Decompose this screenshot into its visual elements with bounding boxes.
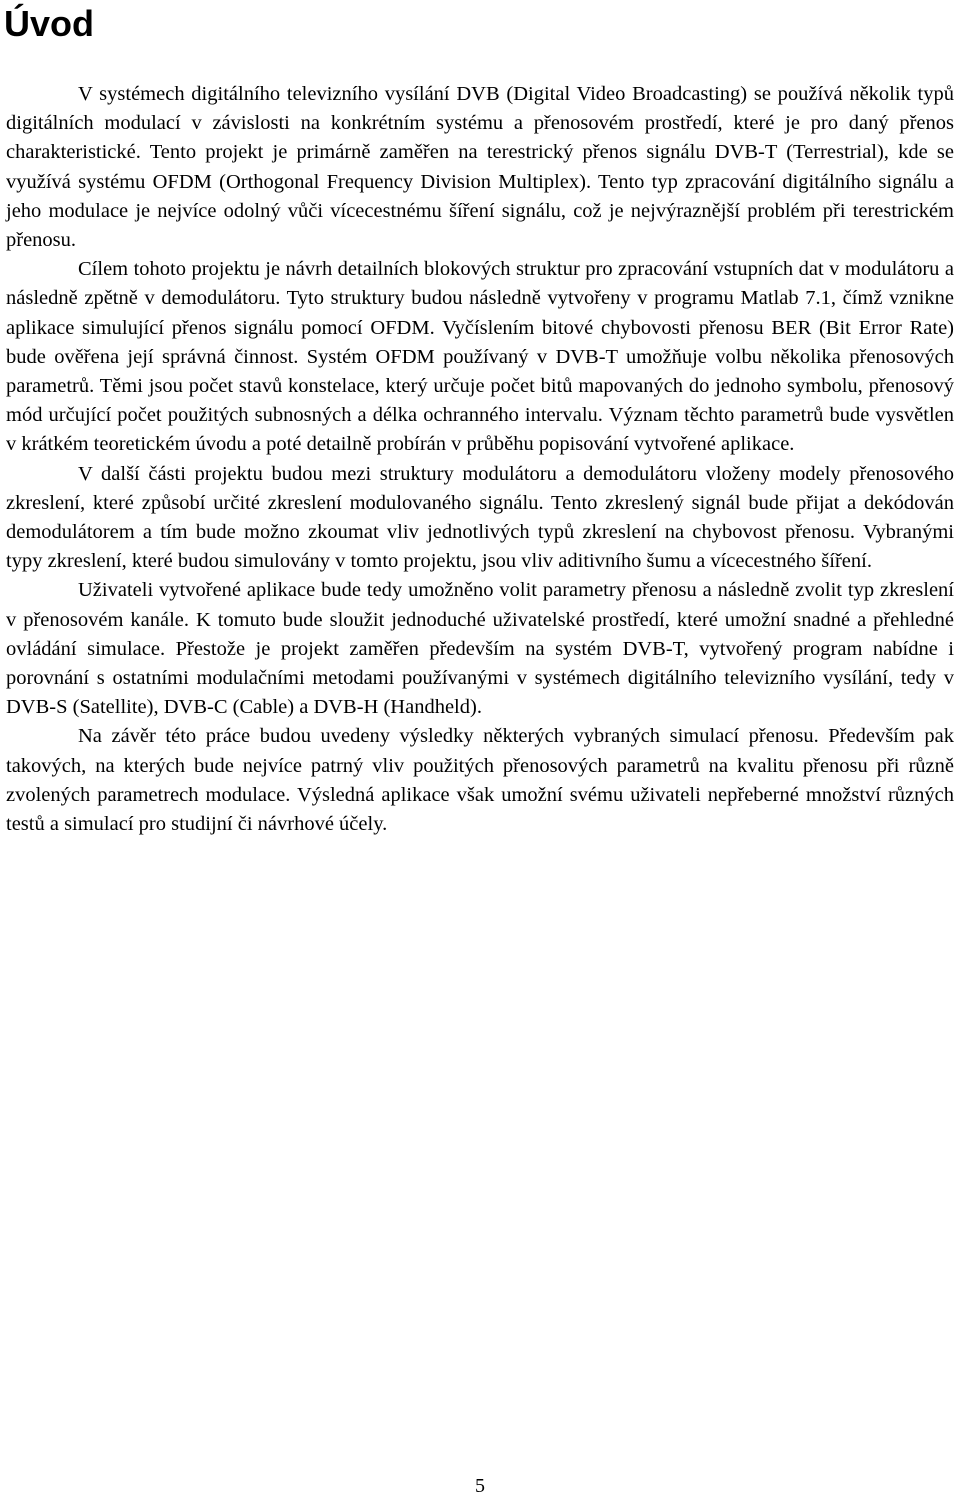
body-text — [6, 80, 954, 839]
paragraph-conclusion: Na závěr této práce budou uvedeny výsledky některých vybraných simulací přenosu. Především pak takových, na kterých bude nejvíce patrný vliv použitých přenosových parametrů na kvalitu přenosu při různě zvolených parametrech modulace. Výsledná aplikace však umožní svému uživateli nepřeberné množství různých testů a simulací pro studijní či návrhové účely. — [6, 725, 954, 836]
section-heading: Úvod — [4, 3, 94, 44]
paragraph-goals: Cílem tohoto projektu je návrh detailních blokových struktur pro zpracování vstupních dat v modulátoru a následně zpětně v demodulátoru. Tyto struktury budou následně vytvořeny v programu Matlab 7.1, čímž vznikne aplikace simulující přenos signálu pomocí OFDM. Vyčíslením bitové chybovosti přenosu BER (Bit Error Rate) bude ověřena její správná činnost. Systém OFDM používaný v DVB-T umožňuje volbu několika přenosových parametrů. Těmi jsou počet stavů konstelace, který určuje počet bitů mapovaných do jednoho symbolu, přenosový mód určující počet použitých subnosných a délka ochranného intervalu. Význam těchto parametrů bude vysvětlen v krátkém teoretickém úvodu a poté detailně probírán v průběhu popisování vytvořené aplikace. — [6, 258, 954, 456]
paragraph-distortion: V další části projektu budou mezi struktury modulátoru a demodulátoru vloženy modely přenosového zkreslení, které způsobí určité zkreslení modulovaného signálu. Tento zkreslený signál bude přijat a dekódován demodulátorem a tím bude možno zkoumat vliv jednotlivých typů zkreslení na chybovost přenosu. Vybranými typy zkreslení, které budou simulovány v tomto projektu, jsou vliv aditivního šumu a vícecestného šíření. — [6, 462, 954, 573]
paragraph-intro: V systémech digitálního televizního vysílání DVB (Digital Video Broadcasting) se používá několik typů digitálních modulací v závislosti na konkrétním systému a přenosovém prostředí, které je pro daný přenos charakteristické. Tento projekt je primárně zaměřen na terestrický přenos signálu DVB-T (Terrestrial), kde se využívá systému OFDM (Orthogonal Frequency Division Multiplex). Tento typ zpracování digitálního signálu a jeho modulace je nejvíce odolný vůči vícecestnému šíření signálu, což je nejvýraznější problém při terestrickém přenosu. — [6, 83, 954, 252]
paragraph-user-app: Uživateli vytvořené aplikace bude tedy umožněno volit parametry přenosu a následně zvolit typ zkreslení v přenosovém kanále. K tomuto bude sloužit jednoduché uživatelské prostředí, které umožní snadné a přehledné ovládání simulace. Přestože je projekt zaměřen především na systém DVB-T, vytvořený program nabídne i porovnání s ostatními modulačními metodami používanými v systémech digitálního televizního vysílání, tedy v DVB-S (Satellite), DVB-C (Cable) a DVB-H (Handheld). — [6, 579, 954, 719]
page-number: 5 — [475, 1475, 485, 1497]
